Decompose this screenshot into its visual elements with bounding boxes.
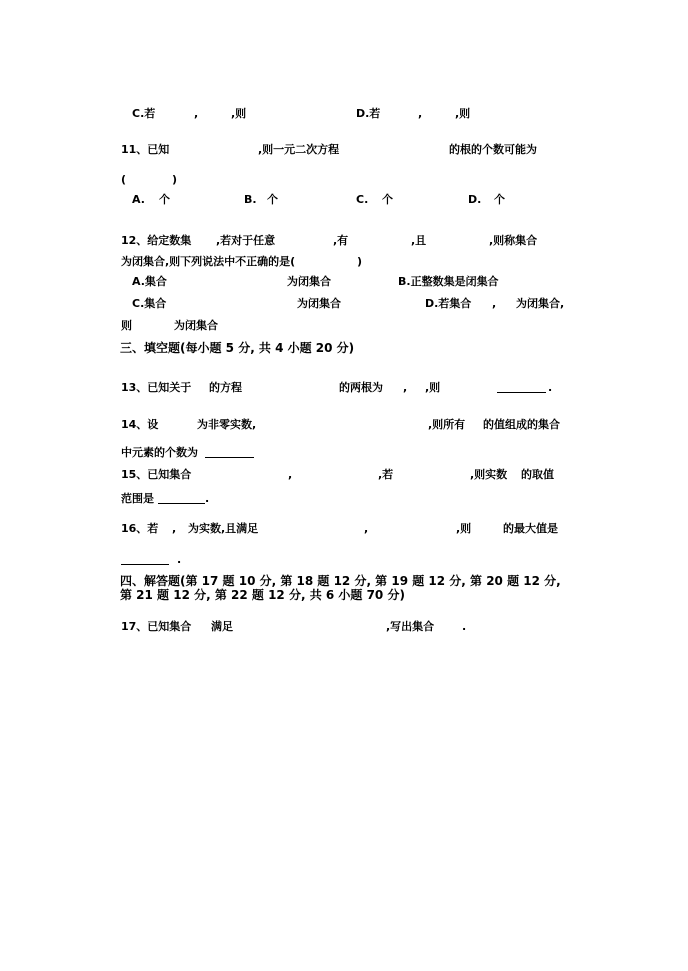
q17-part2: 满足 [211, 620, 233, 633]
q16-comma2: , [364, 522, 369, 535]
q12-option-b: B.正整数集是闭集合 [398, 275, 499, 288]
q14-part4: 的值组成的集合 [483, 418, 560, 431]
q12-last-prefix: 则 [121, 319, 132, 332]
q15-line2: 范围是 [121, 492, 154, 505]
q15-part5: 的取值 [521, 468, 554, 481]
q17-prefix: 17、已知集合 [121, 620, 192, 633]
q15-part4: ,则实数 [470, 468, 508, 481]
q12-prefix: 12、给定数集 [121, 234, 192, 247]
q12-part4: ,且 [411, 234, 427, 247]
q11-mid: ,则一元二次方程 [258, 143, 340, 156]
q12-line2: 为闭集合,则下列说法中不正确的是( [121, 255, 296, 268]
q14-answer-blank[interactable] [205, 446, 254, 462]
q11-option-c-text: 个 [382, 193, 393, 206]
q15-part3: ,若 [378, 468, 394, 481]
section-4-title-line2: 第 21 题 12 分, 第 22 题 12 分, 共 6 小题 70 分) [120, 588, 405, 602]
q12-part3: ,有 [333, 234, 349, 247]
q16-prefix: 16、若 [121, 522, 159, 535]
q12-paren-close: ) [357, 255, 363, 268]
q13-comma: , [403, 381, 408, 394]
q12-option-c-suffix: 为闭集合 [297, 297, 341, 310]
q12-option-d-label: D.若集合 [425, 297, 472, 310]
q16-end: . [177, 553, 182, 566]
q11-suffix: 的根的个数可能为 [449, 143, 537, 156]
q10-option-c-then: ,则 [231, 107, 247, 120]
q14-prefix: 14、设 [121, 418, 159, 431]
q10-option-d-then: ,则 [455, 107, 471, 120]
q15-prefix: 15、已知集合 [121, 468, 192, 481]
q13-part4: ,则 [425, 381, 441, 394]
q13-part3: 的两根为 [339, 381, 383, 394]
q10-option-c-comma: , [194, 107, 199, 120]
q10-option-c-label: C.若 [132, 107, 156, 120]
q13-answer-blank[interactable] [497, 381, 546, 397]
q11-option-c-letter: C. [356, 193, 369, 206]
q11-option-a-text: 个 [159, 193, 170, 206]
q11-prefix: 11、已知 [121, 143, 170, 156]
q10-option-d-comma: , [418, 107, 423, 120]
q12-option-a-label: A.集合 [132, 275, 167, 288]
q11-option-d-letter: D. [468, 193, 482, 206]
q15-comma: , [288, 468, 293, 481]
q12-option-d-suffix: 为闭集合, [516, 297, 565, 310]
q15-end: . [205, 492, 210, 505]
q10-option-d-label: D.若 [356, 107, 381, 120]
q16-part3: ,则 [456, 522, 472, 535]
q12-part5: ,则称集合 [489, 234, 538, 247]
section-4-title-line1: 四、解答题(第 17 题 10 分, 第 18 题 12 分, 第 19 题 12 分, 第 20 题 12 分, [120, 574, 561, 588]
q14-line2: 中元素的个数为 [121, 446, 198, 459]
q13-part2: 的方程 [209, 381, 242, 394]
q12-option-a-suffix: 为闭集合 [287, 275, 331, 288]
q11-paren-close: ) [172, 173, 178, 186]
q16-comma: , [172, 522, 177, 535]
q13-end: . [548, 381, 553, 394]
q14-part3: ,则所有 [428, 418, 466, 431]
q16-part2: 为实数,且满足 [188, 522, 259, 535]
q15-answer-blank[interactable] [158, 492, 205, 508]
q12-last-suffix: 为闭集合 [174, 319, 218, 332]
q16-answer-blank[interactable] [121, 553, 169, 569]
section-3-title: 三、填空题(每小题 5 分, 共 4 小题 20 分) [120, 341, 355, 355]
q12-option-c-label: C.集合 [132, 297, 167, 310]
q14-part2: 为非零实数, [197, 418, 257, 431]
q13-prefix: 13、已知关于 [121, 381, 192, 394]
q11-option-b-text: 个 [267, 193, 278, 206]
q12-option-d-comma: , [492, 297, 497, 310]
q11-option-d-text: 个 [494, 193, 505, 206]
q16-part4: 的最大值是 [503, 522, 558, 535]
q11-option-a-letter: A. [132, 193, 145, 206]
q12-part2: ,若对于任意 [216, 234, 276, 247]
q17-end: . [462, 620, 467, 633]
q11-option-b-letter: B. [244, 193, 257, 206]
q11-paren-open: ( [121, 173, 127, 186]
q17-part3: ,写出集合 [386, 620, 435, 633]
